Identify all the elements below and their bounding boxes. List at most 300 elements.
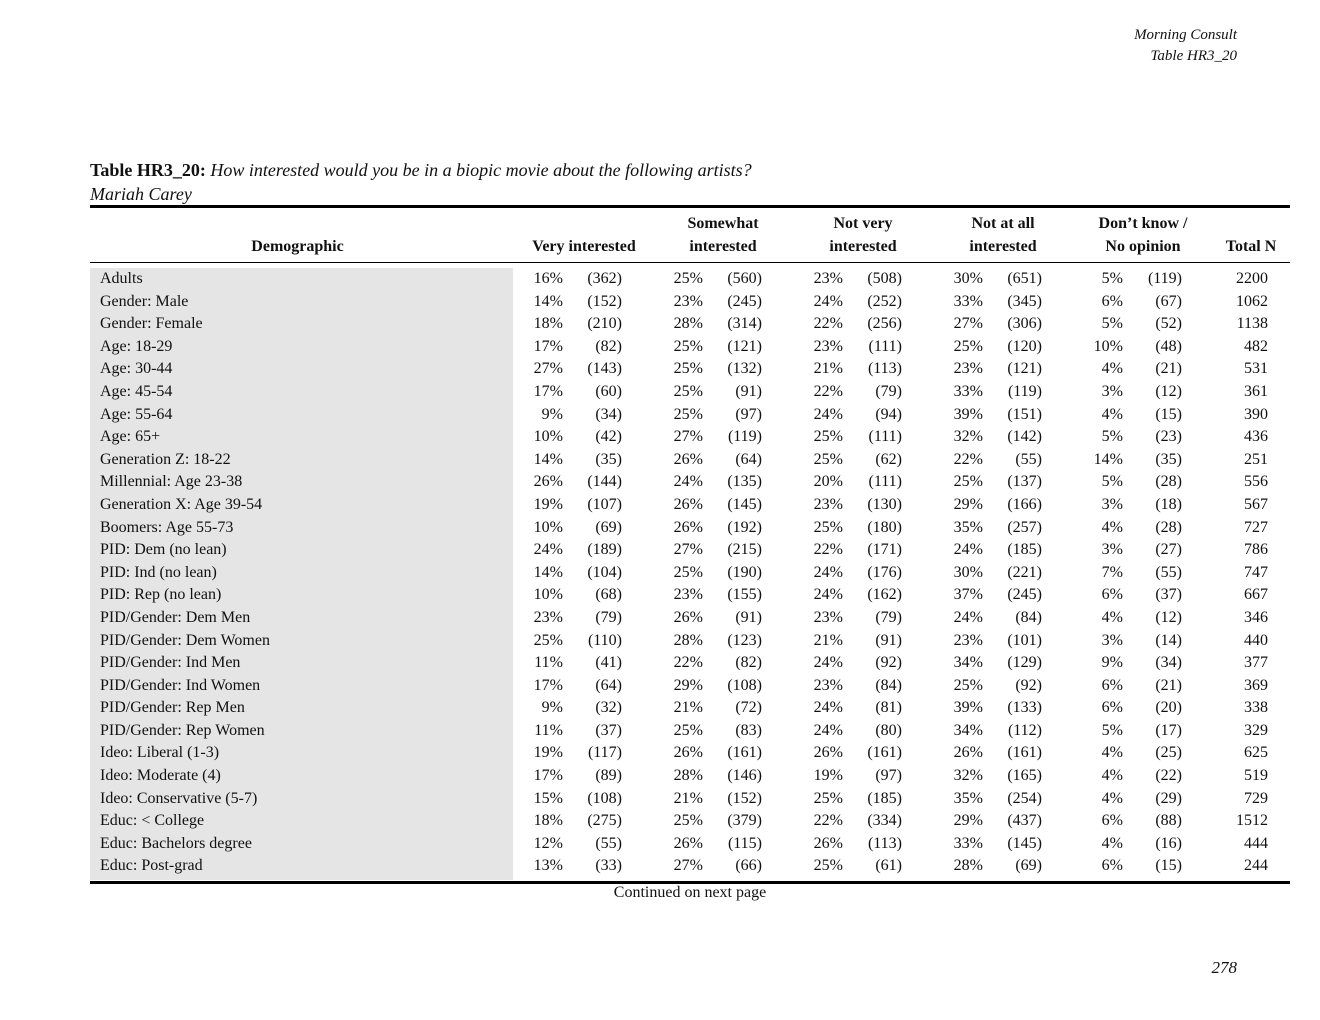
total-n-cell: 440	[1244, 631, 1268, 649]
not-at-all-interested-n: (166)	[1007, 495, 1042, 513]
somewhat-interested-pct: 26%	[673, 744, 703, 762]
dont-know-n: (37)	[1155, 586, 1182, 604]
dont-know-n: (55)	[1155, 563, 1182, 581]
not-at-all-interested-n: (142)	[1007, 428, 1042, 446]
demographic-cell: PID: Dem (no lean)	[100, 541, 227, 559]
not-very-interested-n: (161)	[867, 744, 902, 762]
dont-know-n: (35)	[1155, 450, 1182, 468]
somewhat-interested-pct: 28%	[673, 315, 703, 333]
dont-know-n: (34)	[1155, 654, 1182, 672]
not-at-all-interested-pct: 33%	[953, 382, 983, 400]
dont-know-n: (52)	[1155, 315, 1182, 333]
table-row	[90, 720, 1290, 743]
col-header-dont-know: Don’t know / No opinion	[1098, 215, 1188, 255]
table-row	[90, 742, 1290, 765]
dont-know-n: (20)	[1155, 699, 1182, 717]
demographic-cell: Ideo: Conservative (5-7)	[100, 789, 258, 807]
demographic-cell: Millennial: Age 23-38	[100, 473, 243, 491]
dont-know-pct: 3%	[1101, 541, 1123, 559]
dont-know-n: (12)	[1155, 608, 1182, 626]
dont-know-pct: 6%	[1101, 812, 1123, 830]
not-at-all-interested-n: (437)	[1007, 812, 1042, 830]
not-at-all-interested-pct: 25%	[953, 473, 983, 491]
dont-know-n: (15)	[1155, 405, 1182, 423]
caption-question: How interested would you be in a biopic movie about the following artists?	[210, 160, 752, 180]
not-very-interested-pct: 22%	[813, 541, 843, 559]
very-interested-n: (35)	[595, 450, 622, 468]
not-at-all-interested-pct: 34%	[953, 654, 983, 672]
not-at-all-interested-pct: 28%	[953, 857, 983, 875]
not-very-interested-pct: 25%	[813, 789, 843, 807]
table-row	[90, 788, 1290, 811]
dont-know-pct: 3%	[1101, 495, 1123, 513]
total-n-cell: 1138	[1236, 315, 1268, 333]
not-at-all-interested-n: (651)	[1007, 270, 1042, 287]
demographic-cell: Age: 55-64	[100, 405, 173, 423]
somewhat-interested-pct: 26%	[673, 450, 703, 468]
not-very-interested-pct: 24%	[813, 654, 843, 672]
somewhat-interested-pct: 27%	[673, 857, 703, 875]
somewhat-interested-n: (192)	[727, 518, 762, 536]
somewhat-interested-n: (314)	[727, 315, 762, 333]
dont-know-pct: 4%	[1101, 834, 1123, 852]
not-very-interested-n: (113)	[867, 834, 902, 852]
very-interested-pct: 10%	[533, 428, 563, 446]
somewhat-interested-pct: 25%	[673, 382, 703, 400]
total-n-cell: 556	[1244, 473, 1268, 491]
not-very-interested-n: (162)	[867, 586, 902, 604]
very-interested-pct: 18%	[533, 315, 563, 333]
demographic-cell: Educ: < College	[100, 812, 205, 830]
somewhat-interested-n: (190)	[727, 563, 762, 581]
somewhat-interested-n: (155)	[727, 586, 762, 604]
very-interested-n: (152)	[587, 292, 622, 310]
not-at-all-interested-n: (254)	[1007, 789, 1042, 807]
not-very-interested-n: (176)	[867, 563, 902, 581]
dont-know-n: (119)	[1147, 270, 1182, 287]
dont-know-pct: 4%	[1101, 744, 1123, 762]
dont-know-pct: 5%	[1101, 721, 1123, 739]
table-row	[90, 291, 1290, 314]
total-n-cell: 786	[1244, 541, 1268, 559]
not-very-interested-pct: 21%	[813, 631, 843, 649]
not-at-all-interested-pct: 23%	[953, 360, 983, 378]
very-interested-n: (42)	[595, 428, 622, 446]
table-row	[90, 697, 1290, 720]
somewhat-interested-pct: 25%	[673, 812, 703, 830]
somewhat-interested-pct: 28%	[673, 767, 703, 785]
table-row	[90, 765, 1290, 788]
not-at-all-interested-pct: 26%	[953, 744, 983, 762]
table-row	[90, 381, 1290, 404]
table-row	[90, 268, 1290, 291]
not-very-interested-n: (79)	[875, 608, 902, 626]
not-very-interested-n: (62)	[875, 450, 902, 468]
not-at-all-interested-n: (120)	[1007, 337, 1042, 355]
not-at-all-interested-pct: 25%	[953, 676, 983, 694]
dont-know-n: (15)	[1155, 857, 1182, 875]
somewhat-interested-pct: 27%	[673, 428, 703, 446]
somewhat-interested-n: (121)	[727, 337, 762, 355]
dont-know-pct: 14%	[1093, 450, 1123, 468]
total-n-cell: 436	[1244, 428, 1268, 446]
not-at-all-interested-n: (306)	[1007, 315, 1042, 333]
table-row	[90, 336, 1290, 359]
dont-know-pct: 4%	[1101, 518, 1123, 536]
not-very-interested-n: (113)	[867, 360, 902, 378]
not-very-interested-pct: 23%	[813, 337, 843, 355]
total-n-cell: 251	[1244, 450, 1268, 468]
somewhat-interested-pct: 23%	[673, 586, 703, 604]
somewhat-interested-pct: 25%	[673, 360, 703, 378]
somewhat-interested-pct: 26%	[673, 834, 703, 852]
not-very-interested-pct: 23%	[813, 608, 843, 626]
very-interested-n: (107)	[587, 495, 622, 513]
very-interested-n: (117)	[587, 744, 622, 762]
very-interested-pct: 14%	[533, 292, 563, 310]
not-very-interested-pct: 24%	[813, 405, 843, 423]
not-very-interested-n: (111)	[868, 428, 902, 446]
very-interested-n: (69)	[595, 518, 622, 536]
not-very-interested-n: (94)	[875, 405, 902, 423]
page-header	[1134, 25, 1237, 67]
somewhat-interested-n: (91)	[735, 382, 762, 400]
table-row	[90, 607, 1290, 630]
not-very-interested-pct: 24%	[813, 292, 843, 310]
somewhat-interested-pct: 25%	[673, 337, 703, 355]
very-interested-n: (60)	[595, 382, 622, 400]
table-caption	[90, 158, 752, 206]
somewhat-interested-n: (66)	[735, 857, 762, 875]
dont-know-n: (23)	[1155, 428, 1182, 446]
very-interested-pct: 15%	[533, 789, 563, 807]
very-interested-pct: 27%	[533, 360, 563, 378]
total-n-cell: 444	[1244, 834, 1268, 852]
col-header-demographic: Demographic	[251, 238, 344, 255]
very-interested-n: (89)	[595, 767, 622, 785]
not-very-interested-n: (111)	[868, 473, 902, 491]
somewhat-interested-pct: 22%	[673, 654, 703, 672]
not-at-all-interested-n: (112)	[1007, 721, 1042, 739]
table-row	[90, 494, 1290, 517]
dont-know-n: (29)	[1155, 789, 1182, 807]
very-interested-pct: 10%	[533, 586, 563, 604]
total-n-cell: 377	[1244, 654, 1268, 672]
dont-know-n: (88)	[1155, 812, 1182, 830]
very-interested-pct: 17%	[533, 676, 563, 694]
somewhat-interested-pct: 25%	[673, 721, 703, 739]
somewhat-interested-n: (64)	[735, 450, 762, 468]
not-very-interested-n: (97)	[875, 767, 902, 785]
very-interested-n: (37)	[595, 721, 622, 739]
not-at-all-interested-n: (133)	[1007, 699, 1042, 717]
caption-label: Table HR3_20:	[90, 160, 206, 180]
not-at-all-interested-n: (84)	[1015, 608, 1042, 626]
demographic-cell: PID/Gender: Ind Women	[100, 676, 261, 694]
somewhat-interested-n: (152)	[727, 789, 762, 807]
dont-know-n: (28)	[1155, 473, 1182, 491]
continued-note: Continued on next page	[613, 884, 767, 901]
somewhat-interested-pct: 26%	[673, 495, 703, 513]
not-at-all-interested-pct: 33%	[953, 292, 983, 310]
table-row	[90, 539, 1290, 562]
dont-know-pct: 3%	[1101, 631, 1123, 649]
not-at-all-interested-n: (101)	[1007, 631, 1042, 649]
not-very-interested-n: (61)	[875, 857, 902, 875]
very-interested-n: (108)	[587, 789, 622, 807]
demographic-cell: Adults	[100, 270, 143, 287]
dont-know-pct: 9%	[1101, 654, 1123, 672]
table-row	[90, 471, 1290, 494]
demographic-cell: Educ: Post-grad	[100, 857, 203, 875]
very-interested-pct: 14%	[533, 450, 563, 468]
somewhat-interested-n: (245)	[727, 292, 762, 310]
not-at-all-interested-pct: 24%	[953, 541, 983, 559]
somewhat-interested-pct: 25%	[673, 563, 703, 581]
demographic-cell: PID/Gender: Rep Men	[100, 699, 245, 717]
demographic-cell: Age: 30-44	[100, 360, 173, 378]
not-very-interested-pct: 23%	[813, 270, 843, 287]
not-very-interested-pct: 26%	[813, 744, 843, 762]
not-at-all-interested-n: (92)	[1015, 676, 1042, 694]
somewhat-interested-pct: 26%	[673, 518, 703, 536]
not-at-all-interested-n: (165)	[1007, 767, 1042, 785]
not-very-interested-pct: 25%	[813, 428, 843, 446]
total-n-cell: 329	[1244, 721, 1268, 739]
not-at-all-interested-n: (119)	[1007, 382, 1042, 400]
somewhat-interested-n: (83)	[735, 721, 762, 739]
dont-know-pct: 4%	[1101, 789, 1123, 807]
dont-know-n: (48)	[1155, 337, 1182, 355]
dont-know-pct: 6%	[1101, 699, 1123, 717]
very-interested-n: (32)	[595, 699, 622, 717]
total-n-cell: 519	[1244, 767, 1268, 785]
very-interested-pct: 10%	[533, 518, 563, 536]
somewhat-interested-n: (215)	[727, 541, 762, 559]
not-at-all-interested-pct: 29%	[953, 812, 983, 830]
dont-know-pct: 6%	[1101, 292, 1123, 310]
table-row	[90, 449, 1290, 472]
col-header-not-at-all: Not at all interested	[969, 215, 1037, 255]
dont-know-pct: 6%	[1101, 857, 1123, 875]
not-very-interested-n: (252)	[867, 292, 902, 310]
very-interested-n: (189)	[587, 541, 622, 559]
total-n-cell: 338	[1244, 699, 1268, 717]
very-interested-n: (82)	[595, 337, 622, 355]
demographic-cell: Age: 45-54	[100, 382, 173, 400]
dont-know-pct: 4%	[1101, 405, 1123, 423]
not-at-all-interested-n: (257)	[1007, 518, 1042, 536]
total-n-cell: 2200	[1236, 270, 1268, 287]
very-interested-pct: 25%	[533, 631, 563, 649]
not-at-all-interested-pct: 30%	[953, 563, 983, 581]
table-body	[90, 268, 1290, 878]
dont-know-pct: 5%	[1101, 428, 1123, 446]
very-interested-pct: 9%	[541, 699, 563, 717]
not-at-all-interested-n: (185)	[1007, 541, 1042, 559]
somewhat-interested-pct: 25%	[673, 270, 703, 287]
total-n-cell: 361	[1244, 382, 1268, 400]
very-interested-n: (143)	[587, 360, 622, 378]
col-header-very-interested: Very interested	[532, 238, 636, 255]
table-row	[90, 652, 1290, 675]
dont-know-n: (16)	[1155, 834, 1182, 852]
somewhat-interested-n: (145)	[727, 495, 762, 513]
dont-know-pct: 5%	[1101, 473, 1123, 491]
demographic-cell: PID/Gender: Rep Women	[100, 721, 265, 739]
not-very-interested-pct: 23%	[813, 495, 843, 513]
demographic-cell: PID: Ind (no lean)	[100, 563, 217, 581]
very-interested-n: (68)	[595, 586, 622, 604]
total-n-cell: 567	[1244, 495, 1268, 513]
very-interested-pct: 23%	[533, 608, 563, 626]
not-at-all-interested-pct: 34%	[953, 721, 983, 739]
somewhat-interested-n: (97)	[735, 405, 762, 423]
not-at-all-interested-n: (129)	[1007, 654, 1042, 672]
dont-know-n: (27)	[1155, 541, 1182, 559]
not-very-interested-n: (92)	[875, 654, 902, 672]
not-at-all-interested-pct: 32%	[953, 428, 983, 446]
not-very-interested-pct: 24%	[813, 699, 843, 717]
header-rule	[90, 262, 1290, 263]
not-at-all-interested-pct: 24%	[953, 608, 983, 626]
not-very-interested-pct: 25%	[813, 450, 843, 468]
somewhat-interested-n: (108)	[727, 676, 762, 694]
table-row	[90, 630, 1290, 653]
not-very-interested-n: (79)	[875, 382, 902, 400]
not-very-interested-pct: 24%	[813, 586, 843, 604]
total-n-cell: 667	[1244, 586, 1268, 604]
demographic-cell: Gender: Male	[100, 292, 189, 310]
somewhat-interested-n: (161)	[727, 744, 762, 762]
very-interested-n: (79)	[595, 608, 622, 626]
not-very-interested-pct: 22%	[813, 315, 843, 333]
dont-know-pct: 4%	[1101, 360, 1123, 378]
not-at-all-interested-pct: 23%	[953, 631, 983, 649]
demographic-cell: Gender: Female	[100, 315, 203, 333]
not-very-interested-n: (80)	[875, 721, 902, 739]
very-interested-pct: 24%	[533, 541, 563, 559]
total-n-cell: 482	[1244, 337, 1268, 355]
total-n-cell: 625	[1244, 744, 1268, 762]
very-interested-n: (41)	[595, 654, 622, 672]
caption-subtitle: Mariah Carey	[90, 184, 192, 204]
not-very-interested-n: (334)	[867, 812, 902, 830]
not-at-all-interested-n: (151)	[1007, 405, 1042, 423]
very-interested-pct: 16%	[533, 270, 563, 287]
total-n-cell: 729	[1244, 789, 1268, 807]
somewhat-interested-pct: 28%	[673, 631, 703, 649]
very-interested-n: (33)	[595, 857, 622, 875]
not-very-interested-pct: 22%	[813, 812, 843, 830]
not-very-interested-n: (508)	[867, 270, 902, 287]
not-very-interested-pct: 20%	[813, 473, 843, 491]
org-name: Morning Consult	[1134, 27, 1237, 43]
demographic-cell: Educ: Bachelors degree	[100, 834, 252, 852]
not-very-interested-pct: 19%	[813, 767, 843, 785]
table-id: Table HR3_20	[1150, 48, 1237, 64]
table-row	[90, 810, 1290, 833]
not-at-all-interested-n: (69)	[1015, 857, 1042, 875]
not-very-interested-n: (180)	[867, 518, 902, 536]
dont-know-n: (21)	[1155, 676, 1182, 694]
very-interested-pct: 17%	[533, 337, 563, 355]
total-n-cell: 244	[1244, 857, 1268, 875]
somewhat-interested-n: (115)	[727, 834, 762, 852]
not-very-interested-n: (81)	[875, 699, 902, 717]
not-at-all-interested-n: (161)	[1007, 744, 1042, 762]
demographic-cell: PID/Gender: Ind Men	[100, 654, 241, 672]
not-at-all-interested-pct: 30%	[953, 270, 983, 287]
table-row	[90, 313, 1290, 336]
very-interested-pct: 18%	[533, 812, 563, 830]
demographic-cell: Generation X: Age 39-54	[100, 495, 263, 513]
somewhat-interested-n: (72)	[735, 699, 762, 717]
very-interested-n: (104)	[587, 563, 622, 581]
table-row	[90, 358, 1290, 381]
very-interested-pct: 19%	[533, 495, 563, 513]
very-interested-n: (210)	[587, 315, 622, 333]
somewhat-interested-n: (91)	[735, 608, 762, 626]
demographic-cell: PID: Rep (no lean)	[100, 586, 222, 604]
total-n-cell: 346	[1244, 608, 1268, 626]
demographic-cell: Boomers: Age 55-73	[100, 518, 234, 536]
dont-know-pct: 10%	[1093, 337, 1123, 355]
not-very-interested-n: (185)	[867, 789, 902, 807]
dont-know-n: (25)	[1155, 744, 1182, 762]
somewhat-interested-n: (146)	[727, 767, 762, 785]
dont-know-pct: 5%	[1101, 270, 1123, 287]
somewhat-interested-n: (82)	[735, 654, 762, 672]
not-very-interested-pct: 24%	[813, 721, 843, 739]
dont-know-n: (17)	[1155, 721, 1182, 739]
table-row	[90, 833, 1290, 856]
table-row	[90, 404, 1290, 427]
not-at-all-interested-pct: 32%	[953, 767, 983, 785]
not-at-all-interested-pct: 35%	[953, 789, 983, 807]
top-rule	[90, 205, 1290, 208]
very-interested-n: (144)	[587, 473, 622, 491]
demographic-cell: Generation Z: 18-22	[100, 450, 231, 468]
not-at-all-interested-n: (55)	[1015, 450, 1042, 468]
col-header-total-n: Total N	[1225, 238, 1277, 255]
dont-know-pct: 4%	[1101, 608, 1123, 626]
col-header-somewhat: Somewhat interested	[687, 215, 759, 255]
dont-know-n: (67)	[1155, 292, 1182, 310]
not-at-all-interested-pct: 22%	[953, 450, 983, 468]
very-interested-pct: 17%	[533, 767, 563, 785]
very-interested-n: (55)	[595, 834, 622, 852]
somewhat-interested-n: (379)	[727, 812, 762, 830]
dont-know-n: (12)	[1155, 382, 1182, 400]
demographic-cell: Ideo: Liberal (1-3)	[100, 744, 220, 762]
not-very-interested-n: (130)	[867, 495, 902, 513]
not-at-all-interested-pct: 27%	[953, 315, 983, 333]
dont-know-pct: 3%	[1101, 382, 1123, 400]
very-interested-pct: 9%	[541, 405, 563, 423]
not-at-all-interested-pct: 25%	[953, 337, 983, 355]
not-very-interested-pct: 22%	[813, 382, 843, 400]
not-very-interested-pct: 25%	[813, 857, 843, 875]
very-interested-pct: 26%	[533, 473, 563, 491]
very-interested-pct: 14%	[533, 563, 563, 581]
somewhat-interested-pct: 23%	[673, 292, 703, 310]
dont-know-pct: 7%	[1101, 563, 1123, 581]
demographic-cell: Age: 65+	[100, 428, 161, 446]
table-row	[90, 517, 1290, 540]
somewhat-interested-pct: 25%	[673, 405, 703, 423]
total-n-cell: 1062	[1236, 292, 1268, 310]
